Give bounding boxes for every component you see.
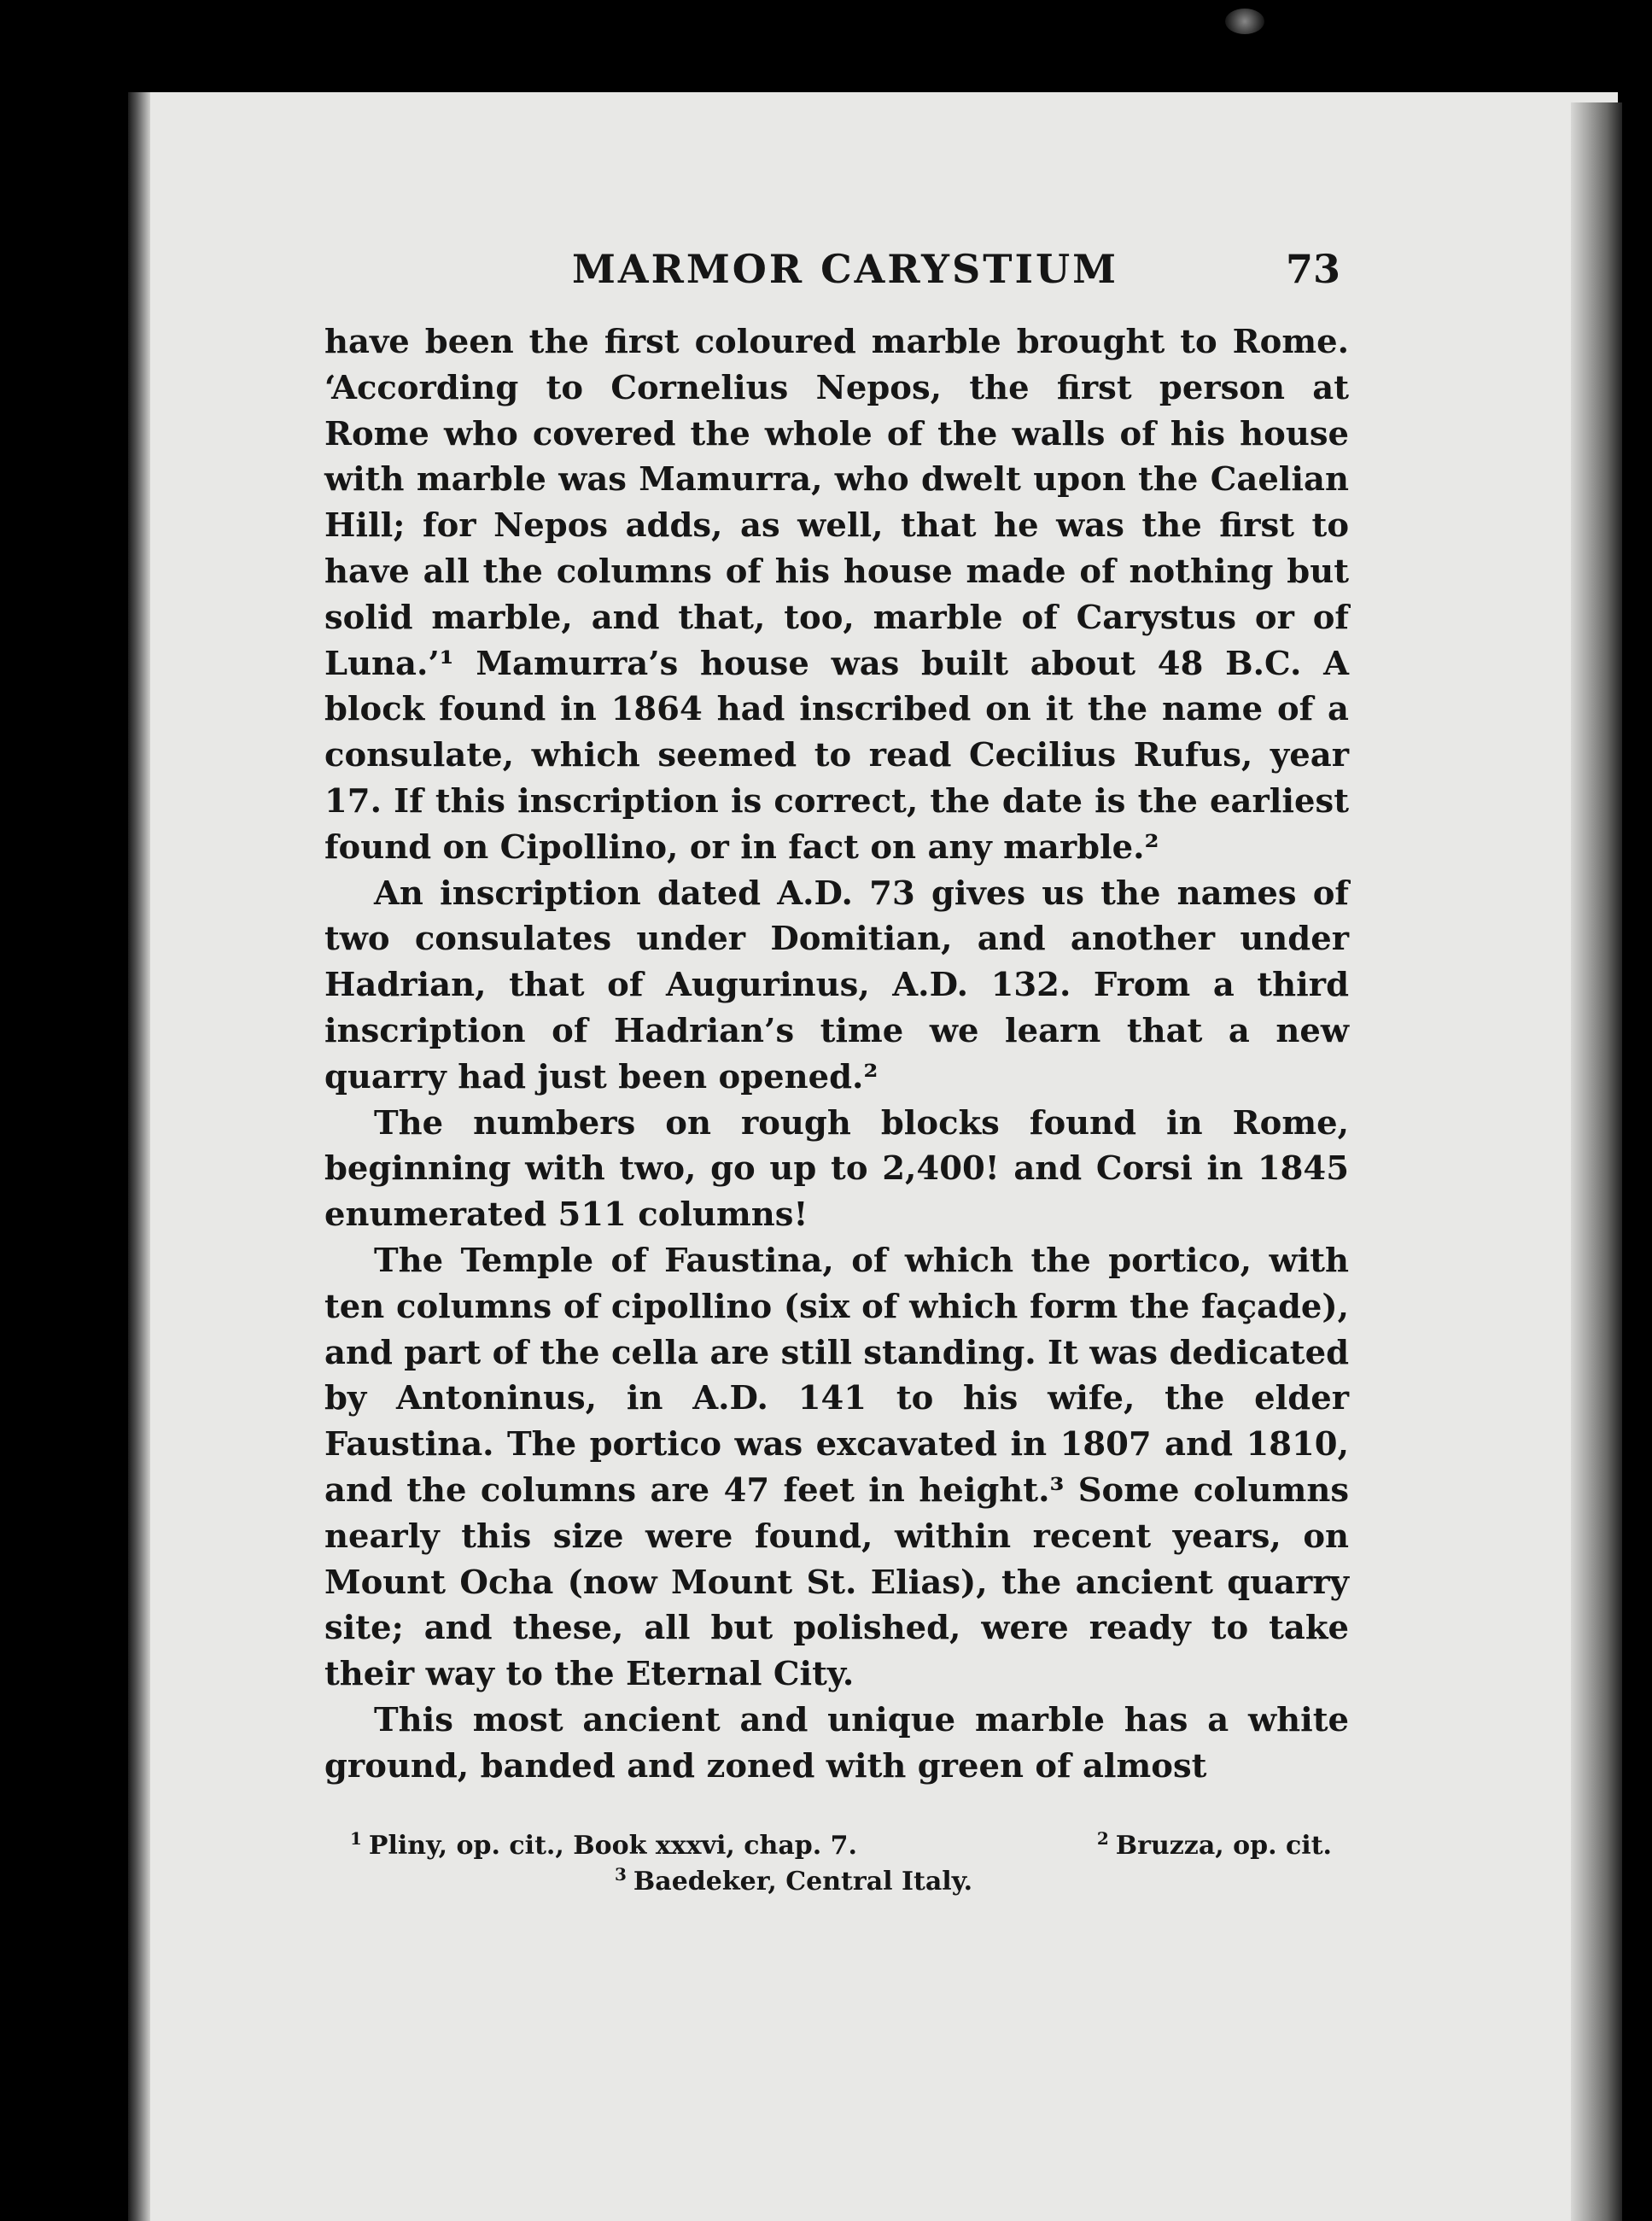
paragraph: This most ancient and unique marble has a white ground, banded and zoned with green of almost bbox=[324, 1700, 1349, 1786]
body-text bbox=[324, 319, 1349, 1790]
footnote-number: 1 bbox=[350, 1827, 362, 1849]
running-title: MARMOR CARYSTIUM bbox=[572, 246, 1119, 292]
page-content bbox=[324, 220, 1349, 1897]
footnote bbox=[615, 1856, 972, 1900]
paragraph: The numbers on rough blocks found in Rome, beginning with two, go up to 2,400! and Corsi in 1845 enumerated 511 columns! bbox=[324, 1103, 1349, 1235]
footnote-text: Baedeker, Central Italy. bbox=[633, 1866, 973, 1897]
footnote-text: Bruzza, op. cit. bbox=[1115, 1830, 1332, 1861]
page-gutter-shadow bbox=[128, 92, 150, 2221]
page-number: 73 bbox=[1285, 246, 1340, 292]
page-edge-shadow bbox=[1571, 102, 1622, 2221]
footnote-text: Pliny, op. cit., Book xxxvi, chap. 7. bbox=[368, 1830, 857, 1861]
paragraph: An inscription dated A.D. 73 gives us the names of two consulates under Domitian, and another under Hadrian, that of Augurinus, A.D. 132. From a third inscription of Hadrian’s time we learn that a new quarry had just been opened.² bbox=[324, 874, 1349, 1096]
paragraph: The Temple of Faustina, of which the portico, with ten columns of cipollino (six of which form the façade), and part of the cella are still standing. It was dedicated by Antoninus, in A.D. 141 to his wife, the elder Faustina. The portico was excavated in 1807 and 1810, and the columns are 47 feet in height.³ Some columns nearly this size were found, within recent years, on Mount Ocha (now Mount St. Elias), the ancient quarry site; and these, all but polished, were ready to take their way to the Eternal City. bbox=[324, 1241, 1349, 1694]
footnote-number: 2 bbox=[1096, 1827, 1109, 1849]
footnote bbox=[1097, 1821, 1332, 1864]
scan-artifact bbox=[1225, 9, 1264, 34]
paragraph: have been the first coloured marble brought to Rome. ‘According to Cornelius Nepos, the first person at Rome who covered the whole of the walls of his house with marble was Mamurra, who dwelt upon the Caelian Hill; for Nepos adds, as well, that he was the first to have all the columns of his house made of nothing but solid marble, and that, too, marble of Carystus or of Luna.’¹ Mamurra’s house was built about 48 B.C. A block found in 1864 had inscribed on it the name of a consulate, which seemed to read Cecilius Rufus, year 17. If this inscription is correct, the date is the earliest found on Cipollino, or in fact on any marble.² bbox=[324, 323, 1349, 867]
footnotes bbox=[324, 1821, 1349, 1897]
running-header bbox=[324, 220, 1349, 306]
footnote-number: 3 bbox=[615, 1863, 627, 1885]
